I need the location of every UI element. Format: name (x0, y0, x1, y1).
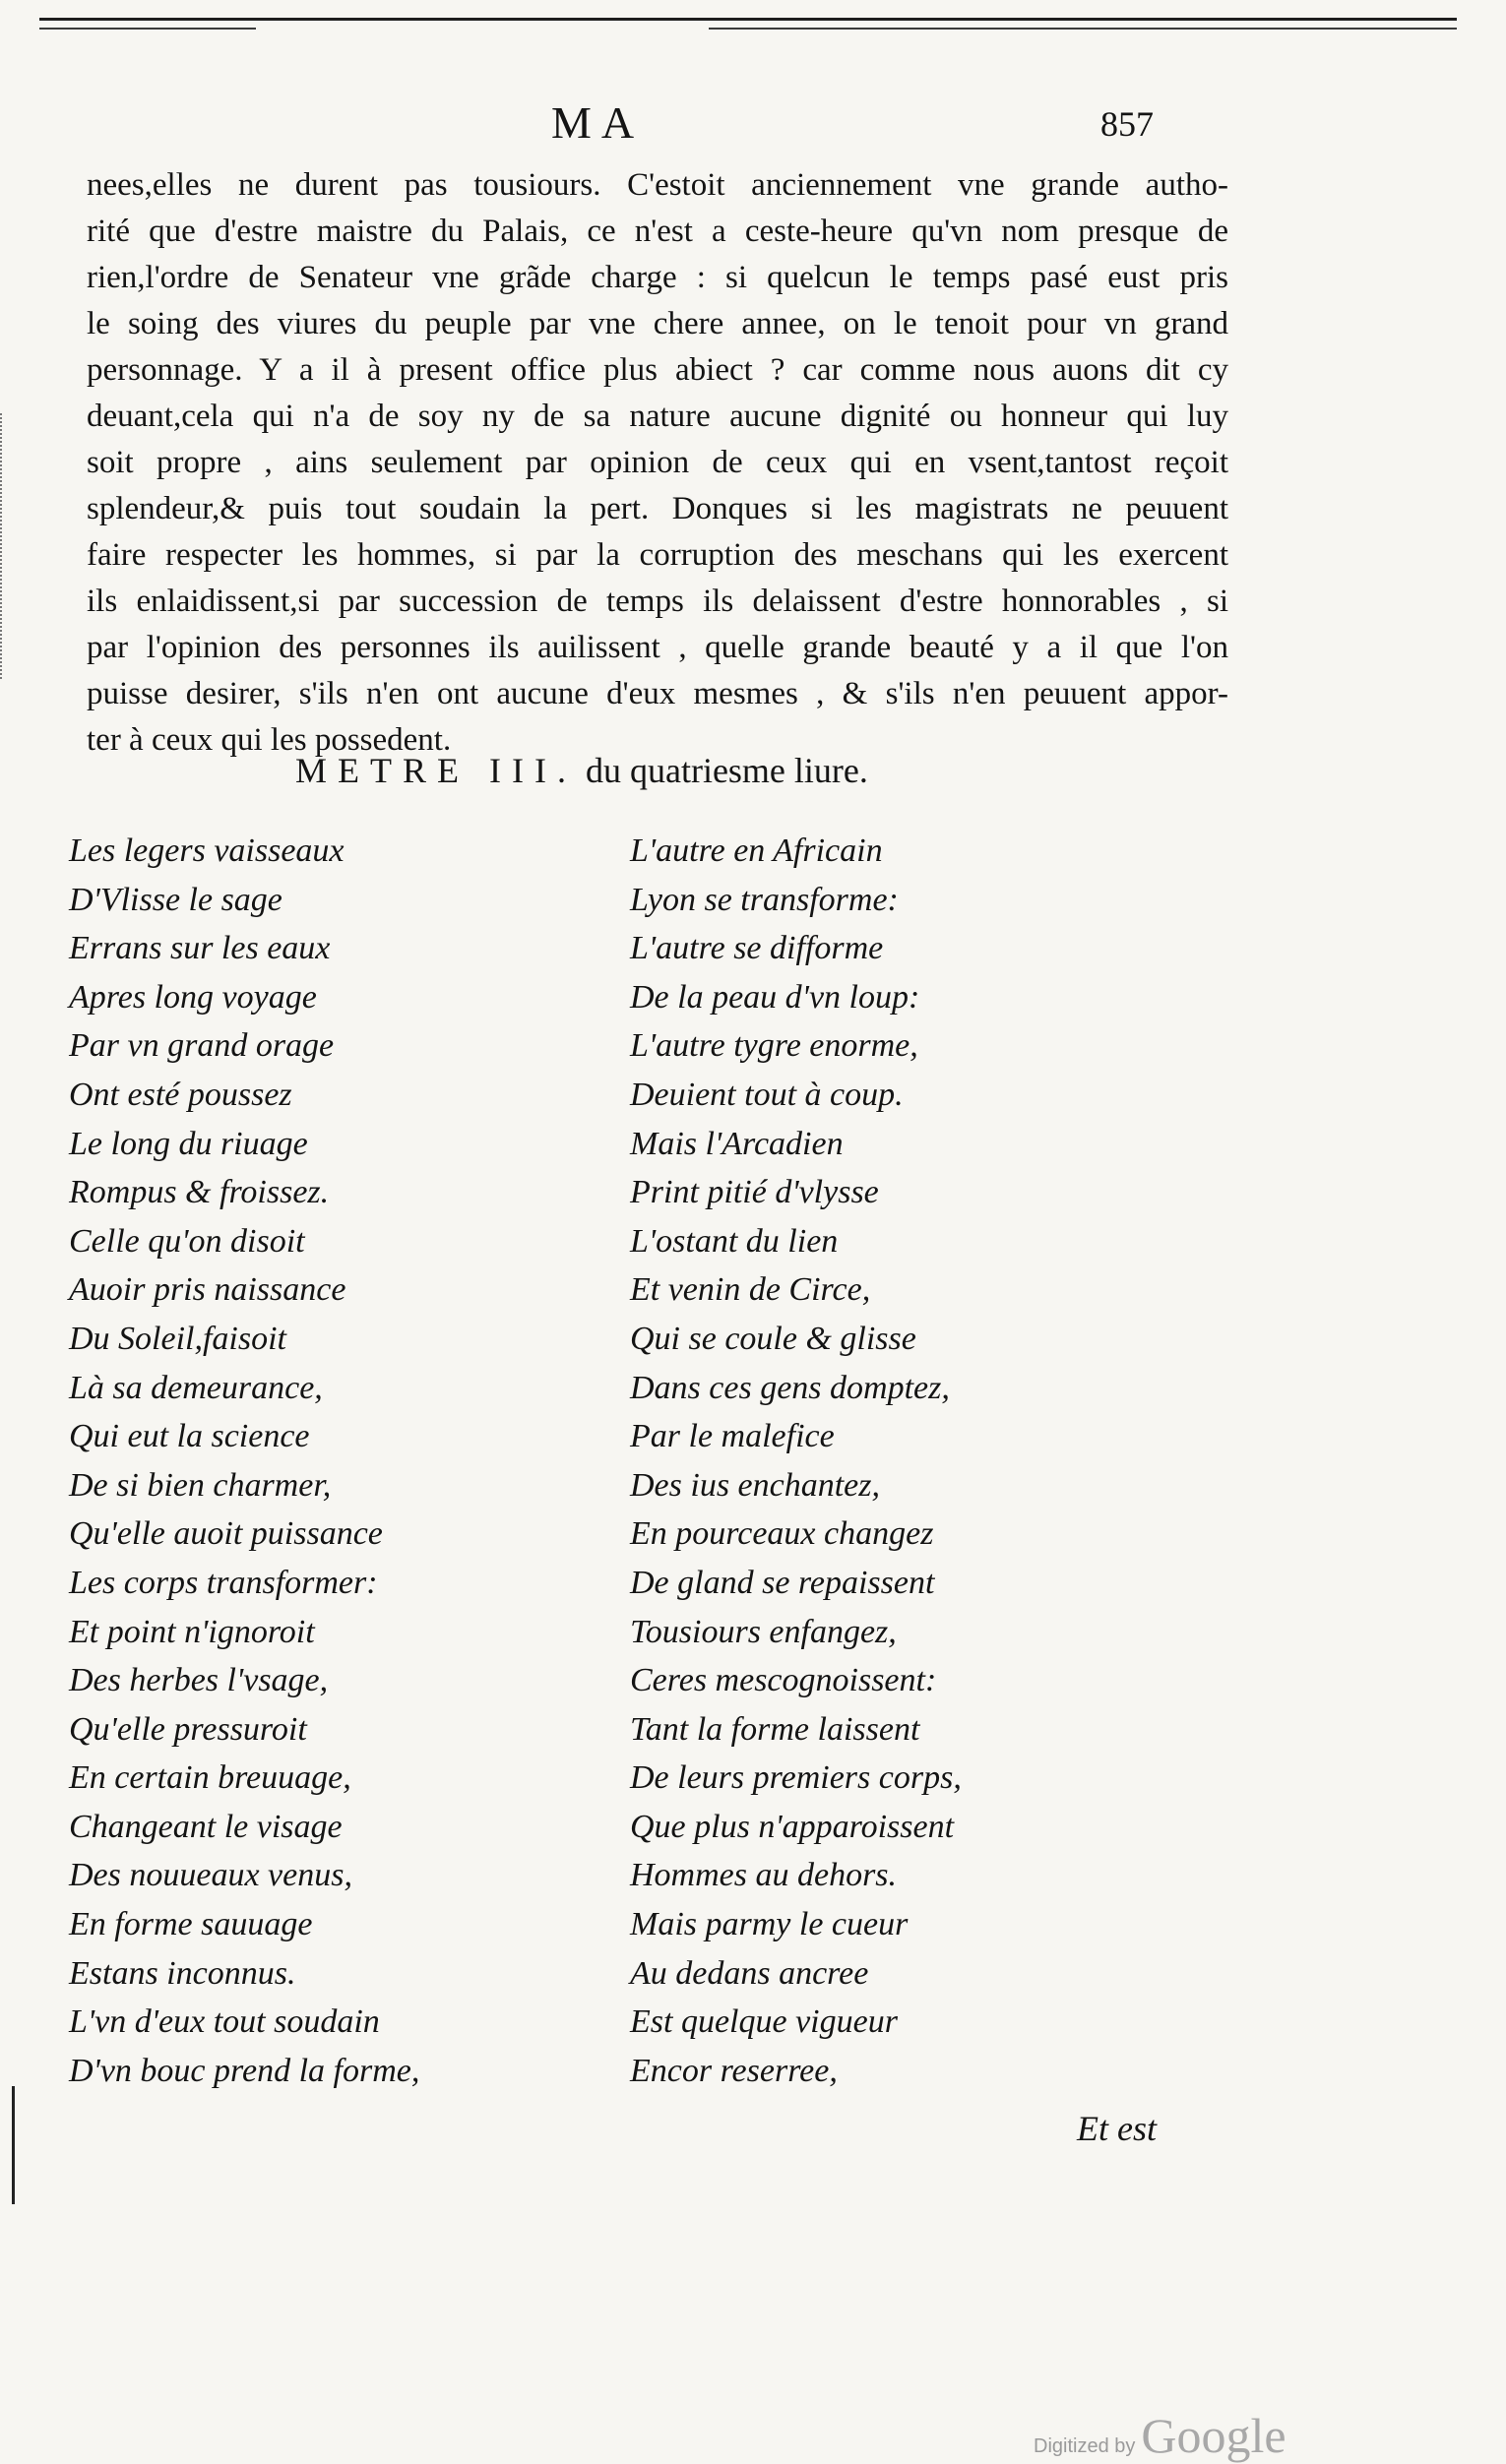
catchword: Et est (1077, 2109, 1157, 2148)
verse-line: Que plus n'apparoissent (630, 1808, 955, 1845)
verse-line: De la peau d'vn loup: (630, 978, 920, 1016)
verse-line: L'autre tygre enorme, (630, 1027, 918, 1065)
prose-line: par l'opinion des personnes ils auilissent , quelle grande beauté y a il que l'on (87, 630, 1228, 665)
verse-line: Des nouueaux venus, (69, 1857, 352, 1894)
watermark-brand: Google (1141, 2408, 1286, 2463)
verse-line: Changeant le visage (69, 1808, 343, 1845)
verse-line: Tant la forme laissent (630, 1710, 920, 1748)
prose-line: rien,l'ordre de Senateur vne grãde charge : si quelcun le temps pasé eust pris (87, 260, 1228, 295)
verse-column-right (630, 827, 1161, 2095)
verse-line: Tousiours enfangez, (630, 1613, 897, 1650)
verse-line: Rompus & froissez. (69, 1174, 330, 1211)
verse-line: En forme sauuage (69, 1906, 313, 1943)
prose-line: ils enlaidissent,si par succession de temps ils delaissent d'estre honnorables , si (87, 584, 1228, 619)
verse-line: Estans inconnus. (69, 1954, 296, 1992)
verse-line: Au dedans ancree (630, 1954, 869, 1992)
verse-line: Qu'elle auoit puissance (69, 1515, 383, 1553)
verse-line: Errans sur les eaux (69, 930, 331, 967)
verse-line: Des herbes l'vsage, (69, 1662, 329, 1699)
verse-line: D'vn bouc prend la forme, (69, 2052, 420, 2089)
verse-line: De si bien charmer, (69, 1466, 332, 1504)
verse-line: Là sa demeurance, (69, 1369, 323, 1406)
watermark-prefix: Digitized by (1034, 2435, 1136, 2457)
verse-line: Apres long voyage (69, 978, 317, 1016)
verse-line: Hommes au dehors. (630, 1857, 898, 1894)
verse-line: Les corps transformer: (69, 1564, 378, 1601)
verse-line: Auoir pris naissance (69, 1271, 346, 1309)
verse-line: En pourceaux changez (630, 1515, 934, 1553)
verse-line: Par le malefice (630, 1418, 835, 1455)
verse-line: Et venin de Circe, (630, 1271, 871, 1309)
verse-line: Dans ces gens domptez, (630, 1369, 950, 1406)
prose-line: le soing des viures du peuple par vne chere annee, on le tenoit pour vn grand (87, 306, 1228, 341)
top-border-rule (39, 18, 1457, 21)
verse-line: En certain breuuage, (69, 1759, 351, 1797)
prose-line: rité que d'estre maistre du Palais, ce n'est a ceste-heure qu'vn nom presque de (87, 214, 1228, 249)
verse-line: Qui eut la science (69, 1418, 310, 1455)
prose-line: splendeur,& puis tout soudain la pert. Donques si les magistrats ne peuuent (87, 491, 1228, 526)
verse-line: De leurs premiers corps, (630, 1759, 962, 1797)
section-heading-rest: du quatriesme liure. (576, 751, 868, 790)
verse-column-left (69, 827, 600, 2095)
prose-line: deuant,cela qui n'a de soy ny de sa nature aucune dignité ou honneur qui luy (87, 399, 1228, 434)
verse-line: Qu'elle pressuroit (69, 1710, 307, 1748)
verse-line: Le long du riuage (69, 1125, 308, 1162)
verse-line: Les legers vaisseaux (69, 832, 345, 869)
verse-line: Qui se coule & glisse (630, 1320, 916, 1357)
verse-line: Du Soleil,faisoit (69, 1320, 286, 1357)
prose-line: nees,elles ne durent pas tousiours. C'estoit anciennement vne grande autho- (87, 167, 1228, 203)
verse-line: Ceres mescognoissent: (630, 1662, 937, 1699)
verse-line: L'ostant du lien (630, 1222, 839, 1260)
prose-line: personnage. Y a il à present office plus abiect ? car comme nous auons dit cy (87, 352, 1228, 388)
verse-line: L'autre se difforme (630, 930, 884, 967)
verse-line: Celle qu'on disoit (69, 1222, 305, 1260)
verse-line: L'vn d'eux tout soudain (69, 2003, 380, 2041)
verse-line: L'autre en Africain (630, 832, 883, 869)
margin-bar (12, 2086, 15, 2204)
verse-line: Des ius enchantez, (630, 1466, 881, 1504)
verse-line: De gland se repaissent (630, 1564, 935, 1601)
verse-line: Par vn grand orage (69, 1027, 335, 1065)
verse-line: Print pitié d'vlysse (630, 1174, 879, 1211)
prose-line: soit propre , ains seulement par opinion de ceux qui en vsent,tantost reçoit (87, 445, 1228, 480)
margin-marks (0, 413, 22, 679)
verse-line: Deuient tout à coup. (630, 1076, 904, 1113)
verse-line: Ont esté poussez (69, 1076, 292, 1113)
section-heading (295, 750, 868, 791)
page-number: 857 (1100, 104, 1154, 144)
verse-line: D'Vlisse le sage (69, 881, 282, 918)
top-border-rule-thin (709, 28, 1457, 30)
verse-line: Encor reserree, (630, 2052, 838, 2089)
prose-line: faire respecter les hommes, si par la corruption des meschans qui les exercent (87, 537, 1228, 573)
digitization-watermark (1034, 2407, 1286, 2464)
prose-line: puisse desirer, s'ils n'en ont aucune d'eux mesmes , & s'ils n'en peuuent appor- (87, 676, 1228, 711)
verse-line: Mais l'Arcadien (630, 1125, 844, 1162)
verse-line: Mais parmy le cueur (630, 1906, 909, 1943)
prose-paragraph (87, 162, 1228, 764)
verse-line: Est quelque vigueur (630, 2003, 898, 2041)
top-border-rule-left (39, 28, 256, 30)
prose-line: ter à ceux qui les possedent. (87, 722, 452, 758)
verse-line: Et point n'ignoroit (69, 1613, 315, 1650)
running-head: MA (551, 97, 645, 148)
verse-line: Lyon se transforme: (630, 881, 899, 918)
section-heading-caps: METRE III. (295, 751, 577, 790)
